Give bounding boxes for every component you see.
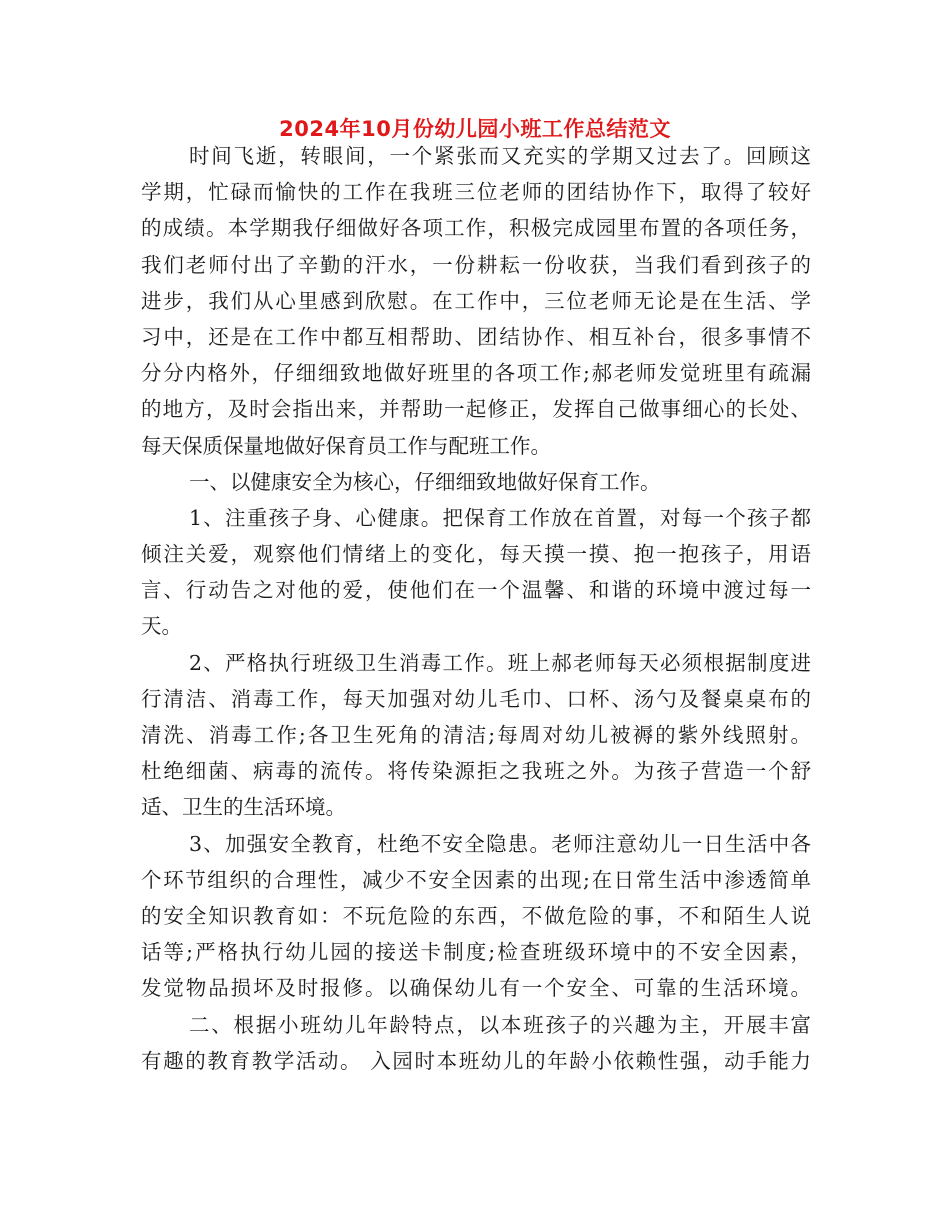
- text-line: 每天保质保量地做好保育员工作与配班工作。: [141, 433, 551, 458]
- text-line: 有趣的教育教学活动。 入园时本班幼儿的年龄小依赖性强，动手能力: [141, 1048, 811, 1073]
- section-heading: 二、根据小班幼儿年龄特点，以本班孩子的兴趣为主，开展丰富: [189, 1012, 811, 1037]
- text-line: 清洗、消毒工作;各卫生死角的清洁;每周对幼儿被褥的紫外线照射。: [141, 723, 811, 747]
- section-heading: 一、以健康安全为核心，仔细细致地做好保育工作。: [189, 469, 661, 494]
- text-line: 发觉物品损坏及时报修。以确保幼儿有一个安全、可靠的生活环境。: [141, 976, 811, 1001]
- text-line: 学期，忙碌而愉快的工作在我班三位老师的团结协作下，取得了较好: [141, 180, 811, 205]
- text-line: 的地方，及时会指出来，并帮助一起修正，发挥自己做事细心的长处、: [141, 397, 811, 422]
- text-line: 我们老师付出了辛勤的汗水，一份耕耘一份收获，当我们看到孩子的: [141, 252, 811, 277]
- text-line: 进步，我们从心里感到欣慰。在工作中，三位老师无论是在生活、学: [141, 288, 811, 313]
- text-line: 行清洁、消毒工作，每天加强对幼儿毛巾、口杯、汤勺及餐桌桌布的: [141, 686, 811, 711]
- text-line: 倾注关爱，观察他们情绪上的变化，每天摸一摸、抱一抱孩子，用语: [141, 542, 811, 567]
- text-line: 杜绝细菌、病毒的流传。将传染源拒之我班之外。为孩子营造一个舒: [141, 759, 811, 784]
- text-line: 的成绩。本学期我仔细做好各项工作，积极完成园里布置的各项任务，: [141, 216, 811, 241]
- document-body: [141, 138, 811, 1079]
- text-line: 3、加强安全教育，杜绝不安全隐患。老师注意幼儿一日生活中各: [189, 831, 811, 856]
- text-line: 个环节组织的合理性，减少不安全因素的出现;在日常生活中渗透简单: [141, 867, 811, 892]
- text-line: 适、卫生的生活环境。: [141, 795, 346, 820]
- text-line: 2、严格执行班级卫生消毒工作。班上郝老师每天必须根据制度进: [189, 650, 811, 675]
- text-line: 1、注重孩子身、心健康。把保育工作放在首置，对每一个孩子都: [189, 505, 811, 530]
- text-line: 言、行动告之对他的爱，使他们在一个温馨、和谐的环境中渡过每一: [141, 578, 811, 603]
- text-line: 时间飞逝，转眼间，一个紧张而又充实的学期又过去了。回顾这: [189, 144, 811, 168]
- document-title: 2024年10月份幼儿园小班工作总结范文: [279, 117, 671, 141]
- text-line: 的安全知识教育如：不玩危险的东西，不做危险的事，不和陌生人说: [141, 903, 811, 928]
- text-line: 天。: [141, 614, 182, 639]
- text-line: 话等;严格执行幼儿园的接送卡制度;检查班级环境中的不安全因素，: [141, 940, 811, 965]
- text-line: 分分内格外，仔细细致地做好班里的各项工作;郝老师发觉班里有疏漏: [141, 361, 811, 386]
- text-line: 习中，还是在工作中都互相帮助、团结协作、相互补台，很多事情不: [141, 324, 811, 349]
